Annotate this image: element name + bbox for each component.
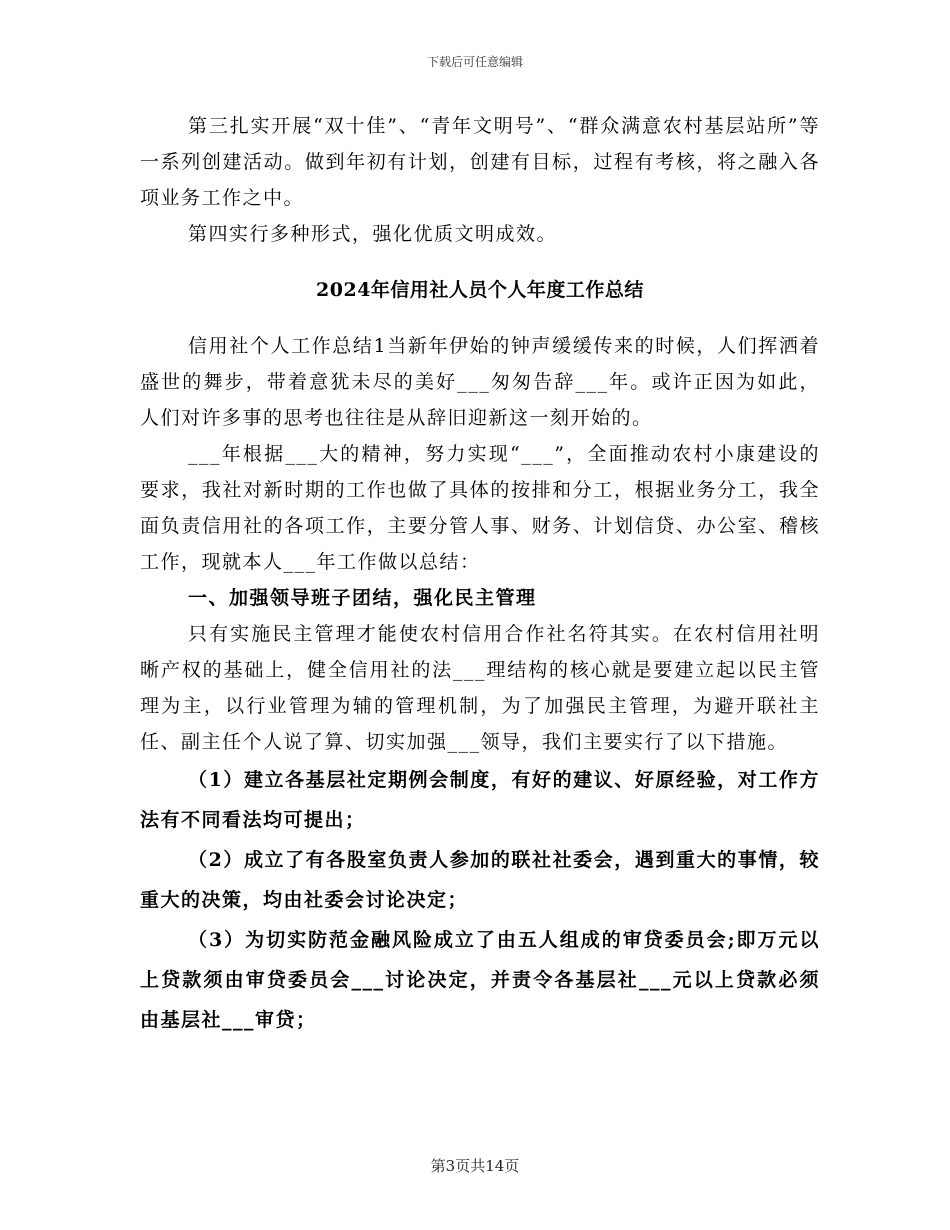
measure-item: （1）建立各基层社定期例会制度，有好的建议、好原经验，对工作方法有不同看法均可提出； bbox=[140, 769, 820, 831]
section-heading: 一、加强领导班子团结，强化民主管理 bbox=[188, 587, 537, 609]
measure-item: （3）为切实防范金融风险成立了由五人组成的审贷委员会;即万元以上贷款须由审贷委员会___讨论决定，并责令各基层社___元以上贷款必须由基层社___审贷； bbox=[140, 929, 820, 1031]
paragraph: 信用社个人工作总结1当新年伊始的钟声缓缓传来的时候，人们挥洒着盛世的舞步，带着意犹未尽的美好___匆匆告辞___年。或许正因为如此，人们对许多事的思考也往往是从辞旧迎新这一刻开始的。 bbox=[140, 335, 820, 429]
paragraph: 第三扎实开展“双十佳”、“青年文明号”、“群众满意农村基层站所”等一系列创建活动。做到年初有计划，创建有目标，过程有考核，将之融入各项业务工作之中。 bbox=[140, 115, 820, 209]
document-body bbox=[140, 108, 820, 1040]
paragraph: ___年根据___大的精神，努力实现“___”，全面推动农村小康建设的要求，我社对新时期的工作也做了具体的按排和分工，根据业务分工，我全面负责信用社的各项工作，主要分管人事、财务、计划信贷、办公室、稽核工作，现就本人___年工作做以总结： bbox=[140, 443, 820, 573]
document-title: 2024年信用社人员个人年度工作总结 bbox=[316, 279, 644, 301]
paragraph: 第四实行多种形式，强化优质文明成效。 bbox=[188, 223, 558, 245]
page-header-note: 下载后可任意编辑 bbox=[426, 55, 523, 69]
paragraph: 只有实施民主管理才能使农村信用合作社名符其实。在农村信用社明晰产权的基础上，健全信用社的法___理结构的核心就是要建立起以民主管理为主，以行业管理为辅的管理机制，为了加强民主管理，为避开联社主任、副主任个人说了算、切实加强___领导，我们主要实行了以下措施。 bbox=[140, 623, 820, 753]
page-number: 第3页共14页 bbox=[430, 1157, 520, 1175]
measure-item: （2）成立了有各股室负责人参加的联社社委会，遇到重大的事情，较重大的决策，均由社委会讨论决定； bbox=[140, 849, 820, 911]
